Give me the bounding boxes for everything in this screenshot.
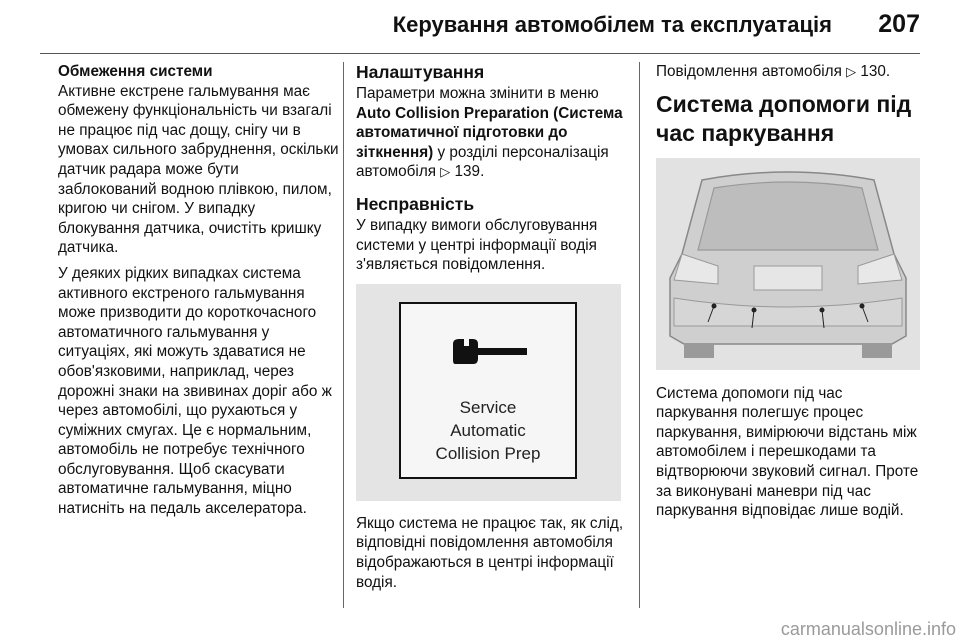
triangle-right-icon: ▷ bbox=[440, 164, 451, 180]
display-line-1: Service bbox=[459, 397, 517, 417]
display-screen bbox=[399, 302, 577, 479]
header-divider bbox=[40, 53, 920, 54]
display-line-2: Automatic bbox=[450, 420, 526, 440]
parking-assist-paragraph: Система допомоги під час паркування полегшує процес паркування, вимірюючи відстань між автомобілем і перешкодами та відтворюючи звуковий сигнал. Проте за виконувані маневри під час паркування відповідає лише водій. bbox=[656, 384, 919, 520]
limitations-heading: Обмеження системи bbox=[58, 63, 213, 80]
car-rear-illustration bbox=[656, 158, 920, 370]
page-reference[interactable]: 130. bbox=[860, 63, 891, 80]
column-1 bbox=[58, 62, 340, 525]
column-divider-1 bbox=[343, 62, 344, 608]
page-header bbox=[0, 0, 960, 56]
wrench-icon bbox=[451, 338, 529, 366]
limitations-paragraph-2: У деяких рідких випадках система активного екстреного гальмування може призводити до короткочасного автоматичного гальмування у ситуаціях, які можуть здаватися не обов'язковими, наприклад, через дорожні знаки на звивинах доріг або ж через автомобілі, що рухаються у суміжних смугах. Це є нормальним, автомобіль не потребує технічного обслуговування. Щоб скасувати автоматичне гальмування, міцно натисніть на педаль акселератора. bbox=[58, 264, 332, 518]
parking-assist-heading: Система допомоги під час паркування bbox=[656, 90, 912, 146]
limitations-paragraph-1: Активне екстрене гальмування має обмежену функціональність чи взагалі не працює під час дощу, снігу чи в умовах сильного забруднення, оскільки датчик радара може бути заблокований водною плівкою, пилом, кригою чи снігом. У випадку блокування датчика, очистіть кришку датчика. bbox=[58, 82, 339, 257]
settings-heading: Налаштування bbox=[356, 62, 485, 82]
triangle-right-icon: ▷ bbox=[846, 64, 857, 79]
fault-paragraph: У випадку вимоги обслуговування системи у центрі інформації водія з'являється повідомлення. bbox=[356, 216, 598, 274]
vehicle-messages-ref: Повідомлення автомобіля ▷ 130. bbox=[656, 63, 891, 80]
settings-paragraph: Параметри можна змінити в меню Auto Collision Preparation (Система автоматичної підготовки до зіткнення) у розділі персоналізація автомобіля ▷ 139. bbox=[356, 85, 623, 181]
column-3 bbox=[656, 62, 924, 527]
car-rear-icon bbox=[656, 158, 920, 370]
watermark: carmanualsonline.info bbox=[780, 619, 956, 639]
fault-heading: Несправність bbox=[356, 193, 475, 214]
section-title: Керування автомобілем та експлуатація bbox=[392, 12, 832, 37]
driver-info-display-figure bbox=[356, 284, 621, 501]
menu-item-name: Auto Collision Preparation (Система автоматичної підготовки до зіткнення) bbox=[356, 104, 623, 161]
display-line-3: Collision Prep bbox=[435, 443, 541, 463]
column-2 bbox=[356, 62, 626, 598]
display-message bbox=[401, 396, 575, 465]
page-reference[interactable]: 139. bbox=[454, 163, 485, 181]
malfunction-paragraph: Якщо система не працює так, як слід, відповідні повідомлення автомобіля відображаються в центрі інформації водія. bbox=[356, 514, 624, 591]
page-number: 207 bbox=[878, 10, 920, 38]
column-divider-2 bbox=[639, 62, 640, 608]
